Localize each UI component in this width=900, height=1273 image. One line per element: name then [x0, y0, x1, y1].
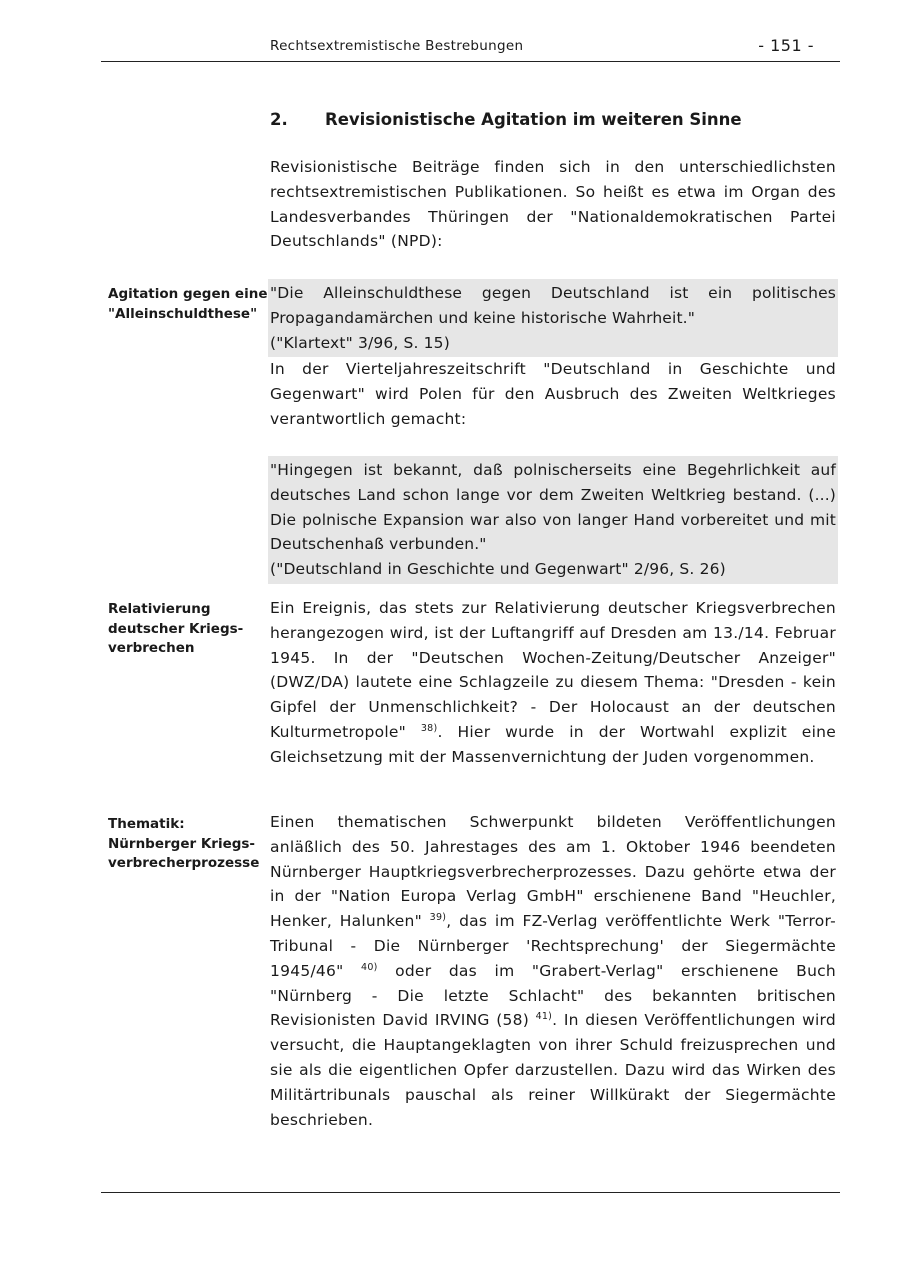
- quote-text: "Die Alleinschuldthese gegen Deutschland ist ein politisches Propagandamärchen und keine historische Wahrheit.": [270, 284, 836, 327]
- paragraph-text: . In diesen Veröffentlichungen wird versucht, die Hauptangeklagten von ihrer Schuld freizusprechen und sie als die eigentlichen Opfer darzustellen. Dazu wird das Wirken des Militärtribunals pauschal als reiner Willkürakt der Siegermächte beschrieben.: [270, 1011, 836, 1129]
- running-header-title: Rechtsextremistische Bestrebungen: [270, 38, 524, 54]
- paragraph-vierteljahreszeitschrift: In der Vierteljahreszeitschrift "Deutschland in Geschichte und Gegenwart" wird Polen für den Ausbruch des Zweiten Weltkrieges verantwortlich gemacht:: [270, 360, 836, 428]
- footnote-ref-38: 38): [420, 722, 438, 734]
- section-title: Revisionistische Agitation im weiteren Sinne: [325, 110, 742, 129]
- footnote-ref-40: 40): [361, 961, 378, 973]
- header-divider: [101, 61, 840, 62]
- quote-block-deutschland: [268, 456, 838, 584]
- page-number: - 151 -: [758, 36, 814, 55]
- footnote-ref-41: 41): [535, 1011, 553, 1023]
- margin-note-line: Thematik:: [108, 816, 185, 832]
- quote-source: ("Deutschland in Geschichte und Gegenwart" 2/96, S. 26): [270, 560, 726, 579]
- quote-source: ("Klartext" 3/96, S. 15): [270, 333, 450, 352]
- margin-note-line: verbrecherprozesse: [108, 855, 260, 871]
- footer-divider: [101, 1192, 840, 1193]
- paragraph-text: oder das im "Grabert-Verlag" erschienene Buch "Nürnberg - Die letzte Schlacht" des bekannten britischen Revisionisten David IRVING (58): [270, 961, 836, 1030]
- margin-note-line: verbrechen: [108, 640, 195, 656]
- paragraph-nuernberg: [270, 810, 836, 1132]
- quote-text: "Hingegen ist bekannt, daß polnischerseits eine Begehrlichkeit auf deutsches Land schon lange vor dem Zweiten Weltkrieg bestand. (...) Die polnische Expansion war also von langer Hand vorbereitet und mit Deutschenhaß verbunden.": [270, 461, 836, 554]
- margin-note-line: "Alleinschuldthese": [108, 305, 258, 322]
- paragraph-text: . Hier wurde in der Wortwahl explizit eine Gleichsetzung mit der Massenvernichtung der Juden vorgenommen.: [270, 722, 836, 766]
- paragraph-dresden: [270, 596, 836, 770]
- margin-note-line: Agitation gegen eine: [108, 286, 268, 302]
- paragraph-text: Ein Ereignis, das stets zur Relativierung deutscher Kriegsverbrechen herangezogen wird, ist der Luftangriff auf Dresden am 13./14. Februar 1945. In der "Deutschen Wochen-Zeitung/Deutscher Anzeiger" (DWZ/DA) lautete eine Schlagzeile zu diesem Thema: "Dresden - kein Gipfel der Unmenschlichkeit? - Der Holocaust an der deutschen Kulturmetropole": [270, 599, 836, 741]
- paragraph-text: Einen thematischen Schwerpunkt bildeten Veröffentlichungen anläßlich des 50. Jahrestages des am 1. Oktober 1946 beendeten Nürnberger Hauptkriegsverbrecherprozesses. Dazu gehörte etwa der in der "Nation Europa Verlag GmbH" erschienene Band "Heuchler, Henker, Halunken": [270, 813, 836, 931]
- quote-block-klartext: [268, 279, 838, 357]
- margin-note-thematik: [108, 815, 268, 874]
- section-heading: [270, 110, 742, 129]
- margin-note-line: Nürnberger Kriegs-: [108, 835, 256, 852]
- paragraph-text: , das im FZ-Verlag veröffentlichte Werk "Terror-Tribunal - Die Nürnberger 'Rechtsprechung' der Siegermächte 1945/46": [270, 912, 836, 980]
- section-number: 2.: [270, 110, 288, 129]
- margin-note-agitation: [108, 285, 268, 324]
- margin-note-relativierung: [108, 600, 268, 659]
- footnote-ref-39: 39): [429, 912, 447, 924]
- intro-paragraph: Revisionistische Beiträge finden sich in den unterschiedlichsten rechtsextremistischen Publikationen. So heißt es etwa im Organ des Landesverbandes Thüringen der "Nationaldemokratischen Partei Deutschlands" (NPD):: [270, 158, 836, 251]
- margin-note-line: Relativierung: [108, 601, 211, 617]
- margin-note-line: deutscher Kriegs-: [108, 620, 244, 637]
